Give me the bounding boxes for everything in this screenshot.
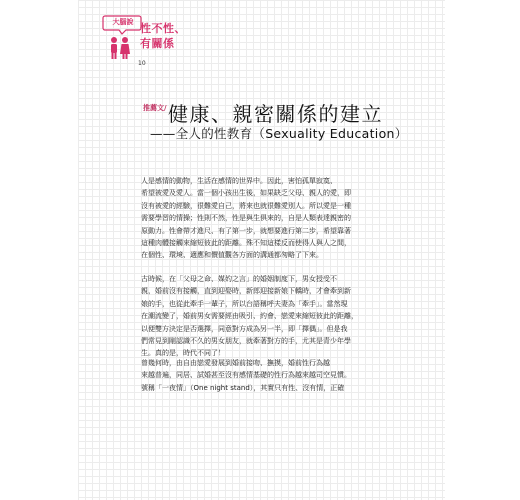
- text-line: 來越普遍，同居、試婚甚至沒有感情基礎的性行為越來越司空見慣。: [141, 371, 351, 380]
- brand-title-line1: 性不性、: [140, 22, 186, 35]
- paragraph-1: [141, 175, 394, 262]
- text-line: 希望被愛及愛人。當一個小孩出生後，如果缺乏父母、親人的愛，即: [141, 189, 351, 198]
- article-subtitle: ——全人的性教育（Sexuality Education）: [150, 126, 408, 141]
- text-line: 人是感情的動物，生活在感情的世界中。因此，害怕孤單寂寞、: [141, 177, 337, 185]
- series-logo: [102, 14, 192, 74]
- text-line: 原動力。性會帶才進尺、有了第一步，就想要進行第二步，希望靠著: [141, 226, 351, 235]
- text-line: 這種肉體接觸來縮短彼此的距離。殊不知這樣反而使得人與人之間，: [141, 239, 351, 248]
- text-line: 在個性、環境、適應和價值觀各方面的溝通都匆略了下來。: [141, 251, 323, 260]
- text-line: 需要學習的情操；性則不然，性是與生俱來的，自是人類表達親密的: [141, 214, 351, 223]
- text-line: 娘的手，也從此牽手一輩子，所以台語稱呼夫妻為「牽手」。當然現: [141, 299, 348, 308]
- text-line: 號稱「一夜情」（One night stand），其實只有性、沒有情，正確: [141, 383, 345, 392]
- paragraph-3: [141, 357, 394, 394]
- page-number: 10: [138, 60, 146, 67]
- text-line: 們常見到剛認識不久的男女朋友，就牽著對方的手，尤其是青少年學: [141, 337, 351, 346]
- paragraph-2: [141, 273, 394, 360]
- text-line: 曾幾何時，由自由戀愛發展到婚前接吻、撫摸，婚前性行為越: [141, 359, 330, 367]
- article-tag: 推薦文/: [143, 104, 167, 112]
- article-title: 健康、親密關係的建立: [168, 102, 383, 126]
- text-line: 沒有被愛的經驗，很難愛自己，將來也就很難愛別人。所以愛是一種: [141, 201, 351, 210]
- text-line: 在潮流變了，婚前男女需要經由吸引、約會、戀愛來縮短彼此的距離，: [141, 312, 358, 321]
- text-line: 生。真的是，時代不同了！: [141, 349, 225, 358]
- two-people-icon: [111, 37, 130, 59]
- text-line: 古時候，在「父母之命、媒妁之言」的婚姻制度下，男女授受不: [141, 275, 337, 283]
- bubble-label: 大腦說: [112, 18, 134, 26]
- text-line: 親，婚前沒有接觸，直到迎娶時，新郎迎接新娘下轎時，才會牽到新: [141, 287, 351, 296]
- brand-title-line2: 有關係: [140, 37, 175, 50]
- text-line: 以便雙方決定是否選擇，同意對方成為另一半，即「擇偶」。但是我: [141, 324, 348, 333]
